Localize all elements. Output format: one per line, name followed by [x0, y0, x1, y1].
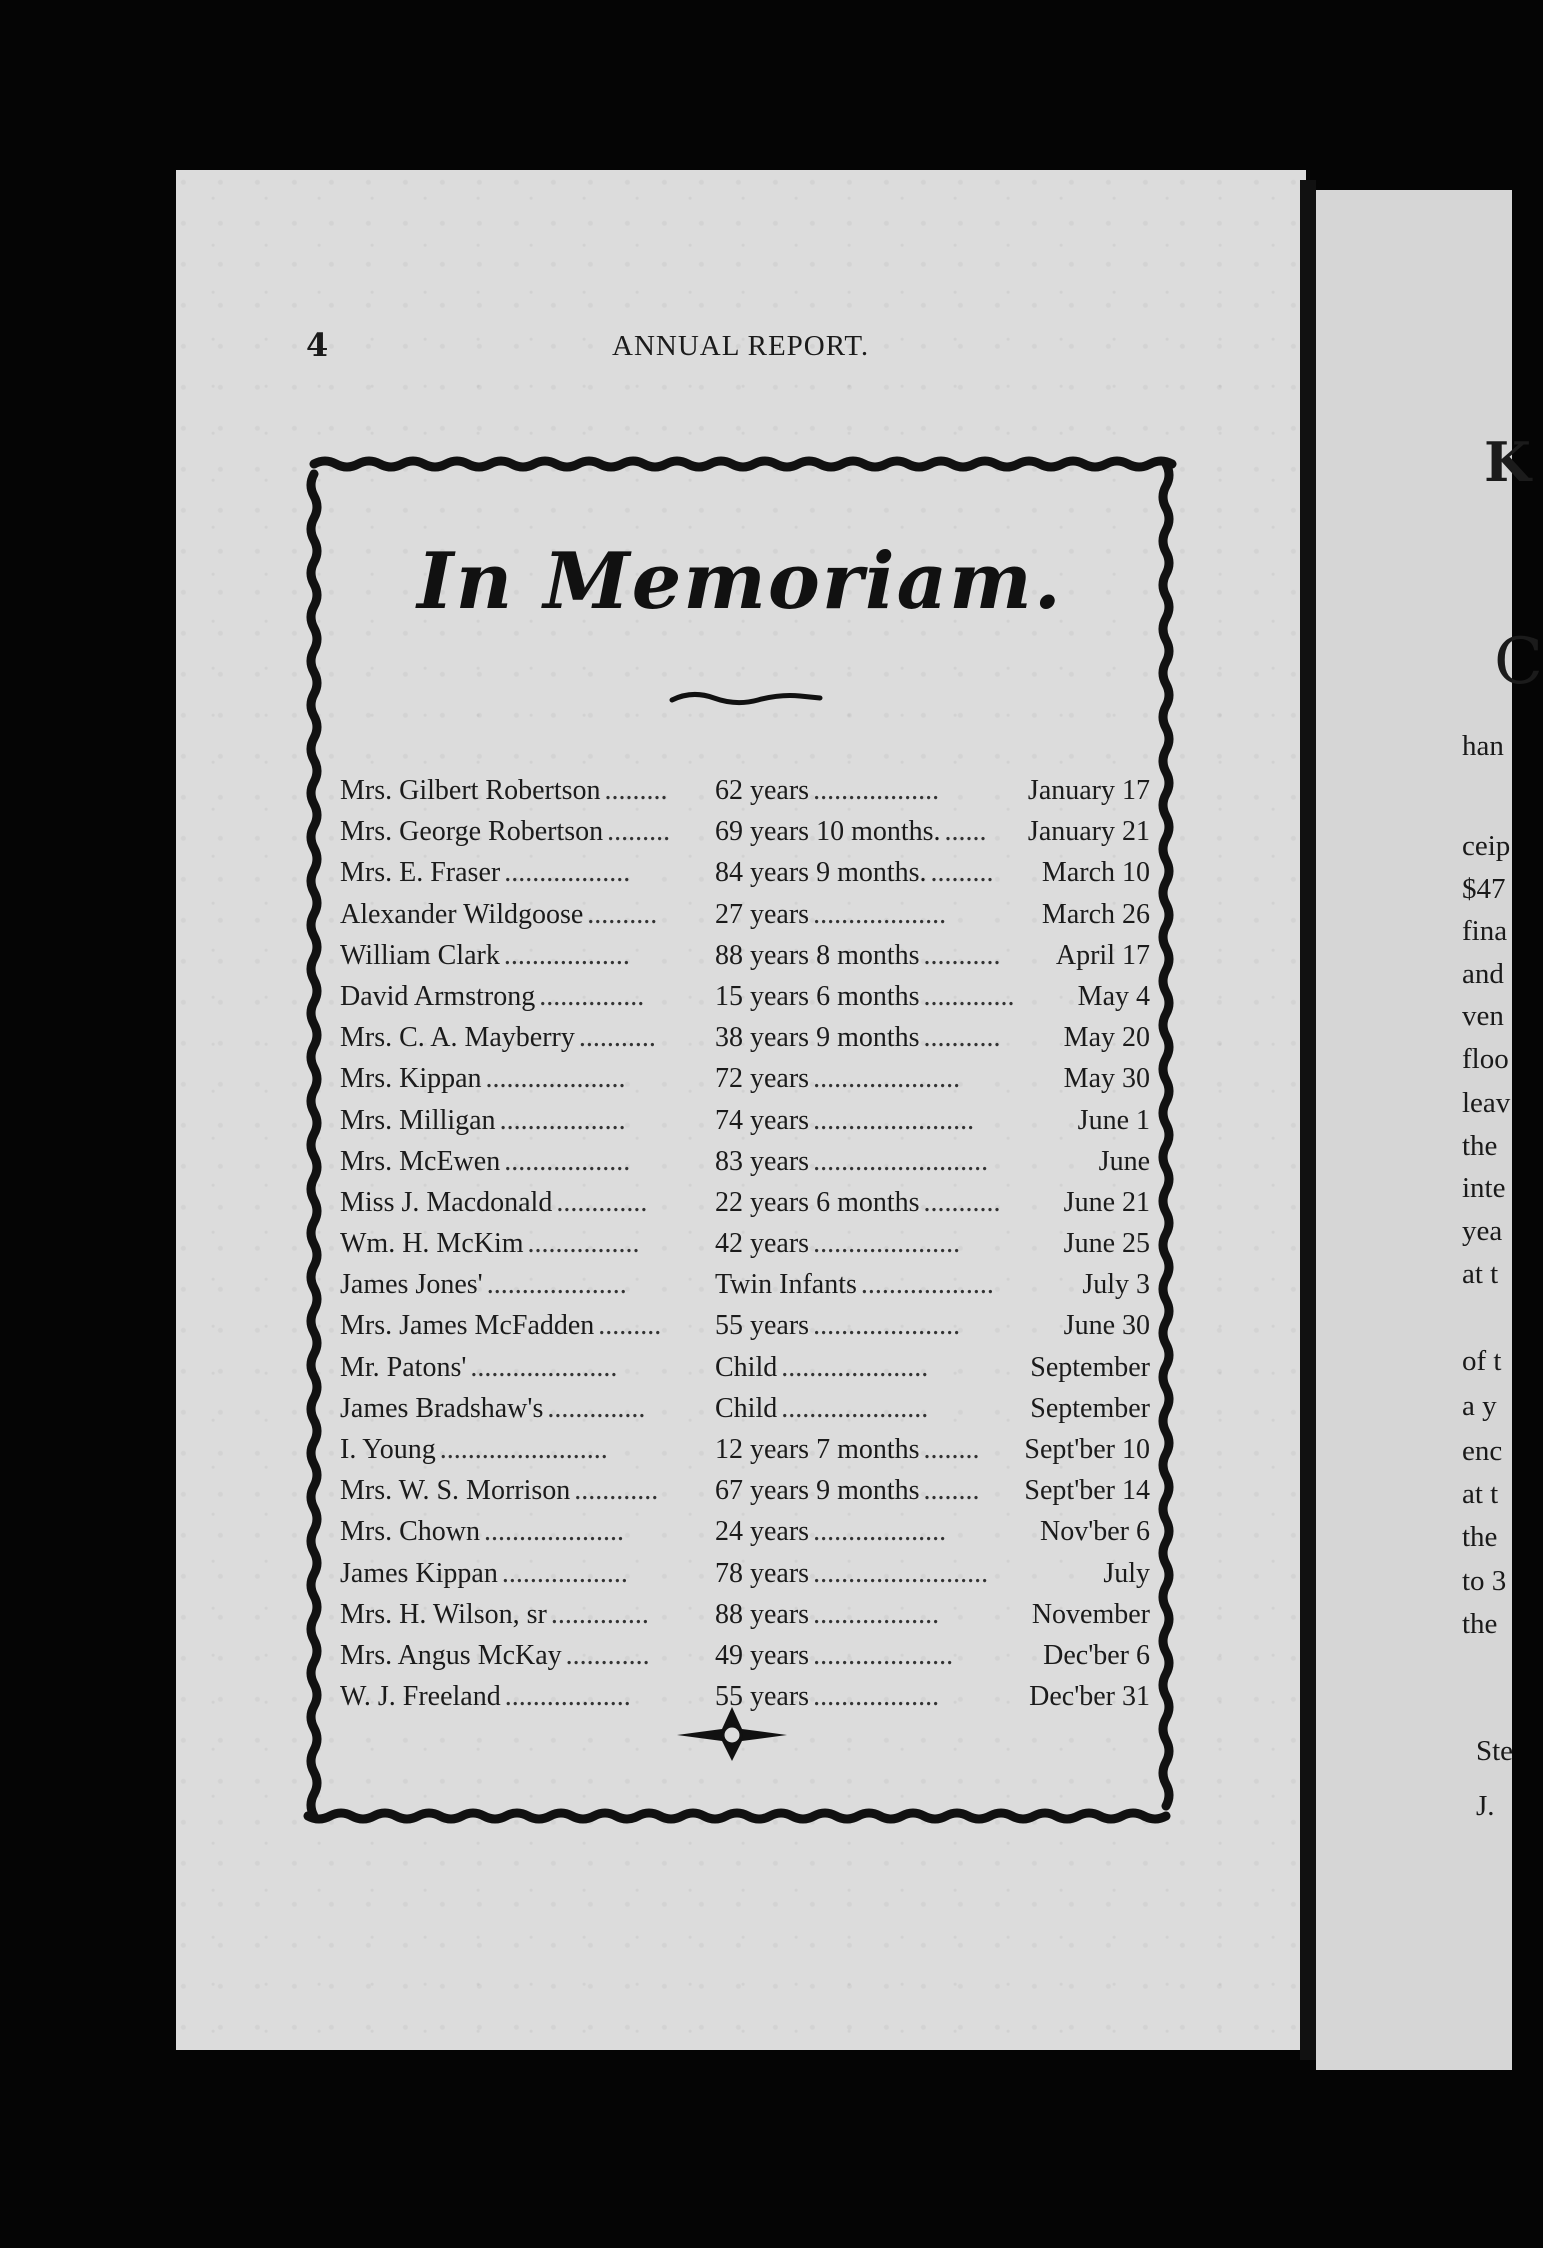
memorial-entry — [340, 1594, 1150, 1635]
entry-age: 74 years — [715, 1104, 810, 1136]
memorial-entry — [340, 1017, 1150, 1058]
page-number: 4 — [306, 326, 329, 364]
entry-name: W. J. Freeland — [340, 1681, 501, 1713]
entry-date: June 30 — [1063, 1310, 1150, 1342]
leader-dots: ................... — [813, 1516, 947, 1548]
entry-name: Mrs. C. A. Mayberry — [340, 1022, 575, 1054]
entry-date: Dec'ber 31 — [1029, 1681, 1150, 1713]
entry-name: Mrs. George Robertson — [340, 816, 604, 848]
leader-dots: ........... — [923, 1186, 1001, 1218]
right-page-line-fragment: the — [1462, 1521, 1498, 1553]
leader-dots: ......... — [607, 816, 671, 848]
right-page-line-fragment: a y — [1462, 1390, 1497, 1422]
entry-name: Wm. H. McKim — [340, 1228, 524, 1260]
leader-dots: ..................... — [781, 1351, 929, 1383]
leader-dots: .............. — [547, 1392, 646, 1424]
memorial-entry — [340, 1141, 1150, 1182]
memorial-entry — [340, 1223, 1150, 1264]
entry-age: Child — [715, 1392, 778, 1424]
entry-name: Mrs. Chown — [340, 1516, 481, 1548]
memorial-entry — [340, 935, 1150, 976]
memorial-entry — [340, 1635, 1150, 1676]
entry-date: Dec'ber 6 — [1043, 1639, 1150, 1671]
entry-date: July 3 — [1082, 1269, 1150, 1301]
entry-age: 15 years 6 months — [715, 980, 920, 1012]
leader-dots: ......................... — [813, 1145, 989, 1177]
title-underline-ornament — [672, 694, 820, 702]
entry-date: Sept'ber 10 — [1024, 1434, 1150, 1465]
right-page-line-fragment: floo — [1462, 1043, 1509, 1075]
leader-dots: .............. — [550, 1598, 649, 1630]
running-head: ANNUAL REPORT. — [612, 330, 870, 362]
entry-name: Mrs. Kippan — [340, 1063, 482, 1095]
leader-dots: .................. — [504, 857, 631, 889]
entry-date: November — [1031, 1598, 1150, 1630]
leader-dots: .................... — [484, 1516, 625, 1548]
leader-dots: ........... — [923, 939, 1001, 971]
entry-name: David Armstrong — [340, 980, 536, 1012]
leader-dots: ..................... — [813, 1310, 961, 1342]
memorial-entry — [340, 1388, 1150, 1429]
entry-age: 27 years — [715, 898, 810, 930]
entry-age: 88 years — [715, 1598, 810, 1630]
right-page-initial-fragment: C — [1494, 625, 1543, 699]
entry-age: 55 years — [715, 1310, 810, 1342]
memorial-entry — [340, 1058, 1150, 1099]
leader-dots: ............. — [556, 1186, 648, 1218]
entry-age: 83 years — [715, 1145, 810, 1177]
entry-date: January 21 — [1027, 816, 1150, 848]
right-page-line-fragment: han — [1462, 730, 1504, 762]
right-page-line-fragment: at t — [1462, 1258, 1499, 1290]
entry-date: Sept'ber 14 — [1024, 1475, 1150, 1507]
leader-dots: ......... — [604, 775, 668, 806]
entry-age: 88 years 8 months — [715, 939, 920, 971]
leader-dots: .................... — [485, 1063, 626, 1095]
leader-dots: .................... — [813, 1639, 954, 1671]
entry-name: Mrs. Milligan — [340, 1104, 496, 1136]
leader-dots: ................... — [860, 1269, 994, 1301]
entry-age: 38 years 9 months — [715, 1022, 920, 1054]
memorial-title: In Memoriam. — [417, 536, 1063, 627]
memorial-entry — [340, 894, 1150, 935]
entry-age: 62 years — [715, 775, 810, 806]
right-page-line-fragment: enc — [1462, 1435, 1503, 1467]
leader-dots: ......... — [598, 1310, 662, 1342]
leader-dots: ........... — [578, 1022, 656, 1054]
entry-name: Alexander Wildgoose — [340, 898, 584, 930]
page-gutter — [1300, 180, 1316, 2060]
leader-dots: ............ — [574, 1475, 659, 1507]
entry-date: June 21 — [1063, 1186, 1150, 1218]
entry-age: Twin Infants — [715, 1269, 857, 1301]
leader-dots: .......... — [587, 898, 658, 930]
entry-age: 42 years — [715, 1228, 810, 1260]
right-page-line-fragment: inte — [1462, 1172, 1506, 1204]
leader-dots: .................. — [503, 939, 630, 971]
right-page-line-fragment: fina — [1462, 915, 1508, 947]
entry-age: 24 years — [715, 1516, 810, 1548]
leader-dots: .................. — [504, 1145, 631, 1177]
memorial-entry — [340, 1470, 1150, 1511]
right-page-line-fragment: and — [1462, 958, 1504, 990]
leader-dots: ......................... — [813, 1557, 989, 1589]
memorial-entry — [340, 1100, 1150, 1141]
memorial-entry — [340, 1305, 1150, 1346]
leader-dots: ................ — [527, 1228, 640, 1260]
entry-date: June — [1098, 1145, 1150, 1177]
entry-date: April 17 — [1055, 939, 1150, 971]
right-page-line-fragment: $47 — [1462, 873, 1506, 905]
entry-name: Mrs. E. Fraser — [340, 857, 501, 889]
leader-dots: ............. — [923, 980, 1015, 1012]
entry-age: 78 years — [715, 1557, 810, 1589]
memorial-entry — [340, 976, 1150, 1017]
entry-name: I. Young — [340, 1434, 436, 1465]
entry-age: 67 years 9 months — [715, 1475, 920, 1507]
border-wave — [314, 461, 1172, 467]
entry-date: July — [1103, 1557, 1150, 1589]
memorial-entry — [340, 1553, 1150, 1594]
entry-date: Nov'ber 6 — [1039, 1516, 1150, 1548]
entry-name: Mr. Patons' — [340, 1351, 467, 1383]
leader-dots: ..................... — [470, 1351, 618, 1383]
leader-dots: .................. — [813, 1681, 940, 1713]
right-page-line-fragment: leav — [1462, 1087, 1511, 1119]
leader-dots: .................. — [813, 775, 940, 806]
memorial-entry — [340, 1676, 1150, 1717]
entry-date: June 25 — [1063, 1228, 1150, 1260]
memorial-entry — [340, 770, 1150, 811]
leader-dots: .................. — [813, 1598, 940, 1630]
leader-dots: ......... — [930, 857, 994, 889]
entry-date: September — [1030, 1392, 1150, 1424]
right-page-line-fragment: ceip — [1462, 830, 1511, 862]
entry-name: William Clark — [340, 939, 500, 971]
leader-dots: ...... — [944, 816, 987, 848]
right-page-line-fragment: of t — [1462, 1345, 1502, 1377]
entry-date: September — [1030, 1351, 1150, 1383]
leader-dots: ........... — [923, 1022, 1001, 1054]
leader-dots: .................. — [501, 1557, 628, 1589]
leader-dots: .................... — [486, 1269, 627, 1301]
entry-name: Mrs. McEwen — [340, 1145, 501, 1177]
entry-name: Mrs. W. S. Morrison — [340, 1475, 571, 1507]
entry-age: 12 years 7 months — [715, 1434, 920, 1465]
leader-dots: ........ — [923, 1475, 980, 1507]
entry-date: January 17 — [1027, 775, 1150, 806]
entry-name: James Kippan — [340, 1557, 498, 1589]
entry-age: 84 years 9 months. — [715, 857, 927, 889]
leader-dots: ..................... — [813, 1063, 961, 1095]
entry-date: June 1 — [1077, 1104, 1150, 1136]
leader-dots: .................. — [504, 1681, 631, 1713]
memorial-entry — [340, 1264, 1150, 1305]
entry-name: Mrs. Angus McKay — [340, 1639, 562, 1671]
right-page-heading-fragment: K — [1484, 430, 1531, 494]
entry-date: March 26 — [1041, 898, 1150, 930]
leader-dots: ................... — [813, 898, 947, 930]
right-page-line-fragment: at t — [1462, 1478, 1499, 1510]
entry-date: May 4 — [1077, 980, 1150, 1012]
entry-age: 69 years 10 months. — [715, 816, 941, 848]
memorial-list — [340, 770, 1150, 1717]
right-page-line-fragment: yea — [1462, 1215, 1503, 1247]
right-page-line-fragment: J. — [1476, 1790, 1495, 1822]
leader-dots: ..................... — [813, 1228, 961, 1260]
entry-name: James Jones' — [340, 1269, 483, 1301]
border-wave — [1163, 464, 1169, 1806]
right-page-line-fragment: the — [1462, 1130, 1498, 1162]
entry-date: May 20 — [1063, 1022, 1150, 1054]
memorial-entry — [340, 1347, 1150, 1388]
right-page-line-fragment: Ste — [1476, 1735, 1514, 1767]
entry-age: Child — [715, 1351, 778, 1383]
leader-dots: ............ — [565, 1639, 650, 1671]
memorial-entry — [340, 1429, 1150, 1470]
entry-name: Miss J. Macdonald — [340, 1186, 553, 1218]
entry-name: Mrs. H. Wilson, sr — [340, 1598, 547, 1630]
entry-date: March 10 — [1041, 857, 1150, 889]
memorial-entry — [340, 811, 1150, 852]
right-page-line-fragment: the — [1462, 1608, 1498, 1640]
entry-name: James Bradshaw's — [340, 1392, 544, 1424]
memorial-frame — [300, 450, 1180, 1830]
right-page-line-fragment: ven — [1462, 1000, 1504, 1032]
right-page-line-fragment: to 3 — [1462, 1565, 1507, 1597]
leader-dots: ........ — [923, 1434, 980, 1465]
leader-dots: ............... — [539, 980, 645, 1012]
leader-dots: ........................ — [439, 1434, 608, 1465]
entry-age: 72 years — [715, 1063, 810, 1095]
leader-dots: ....................... — [813, 1104, 975, 1136]
entry-age: 55 years — [715, 1681, 810, 1713]
memorial-entry — [340, 1182, 1150, 1223]
entry-age: 49 years — [715, 1639, 810, 1671]
memorial-entry — [340, 1511, 1150, 1552]
border-wave — [311, 474, 317, 1816]
leader-dots: ..................... — [781, 1392, 929, 1424]
memorial-entry — [340, 852, 1150, 893]
leader-dots: .................. — [499, 1104, 626, 1136]
entry-name: Mrs. James McFadden — [340, 1310, 595, 1342]
entry-name: Mrs. Gilbert Robertson — [340, 775, 601, 806]
border-wave — [308, 1813, 1166, 1819]
entry-date: May 30 — [1063, 1063, 1150, 1095]
entry-age: 22 years 6 months — [715, 1186, 920, 1218]
